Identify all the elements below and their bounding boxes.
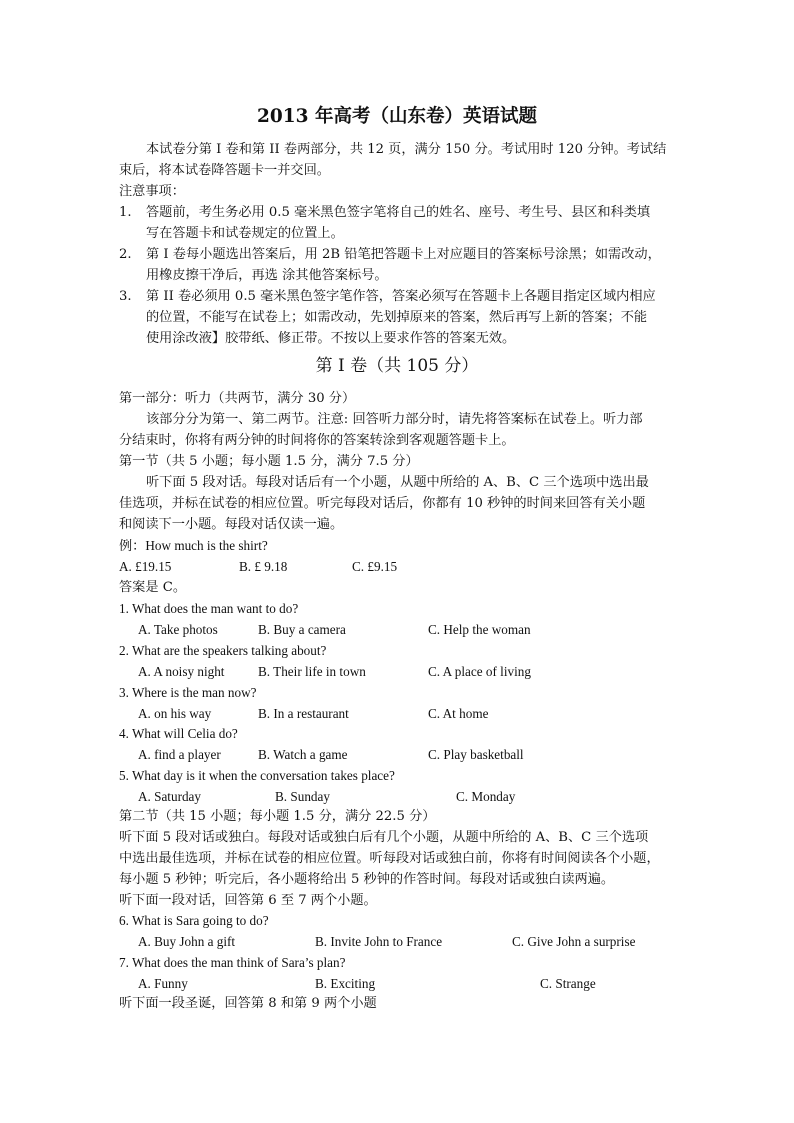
example-answer: 答案是 C。 xyxy=(119,580,187,595)
subsection-desc: 和阅读下一小题。每段对话仅读一遍。 xyxy=(119,517,344,532)
note-text: 第 I 卷每小题选出答案后，用 2B 铅笔把答题卡上对应题目的答案标号涂黑；如需改动， xyxy=(146,247,661,262)
subsection-heading: 第一节（共 5 小题；每小题 1.5 分，满分 7.5 分） xyxy=(119,454,419,469)
note-number: 1. xyxy=(119,205,132,220)
option-c: C. Give John a surprise xyxy=(512,934,636,949)
part-desc: 分结束时，你将有两分钟的时间将你的答案转涂到客观题答题卡上。 xyxy=(119,433,515,448)
question: 7. What does the man think of Sara’s plan? xyxy=(119,955,346,970)
note-number: 2. xyxy=(119,247,132,262)
group-instruction: 听下面一段对话，回答第 6 至 7 两个小题。 xyxy=(119,893,377,908)
note-text: 第 II 卷必须用 0.5 毫米黑色签字笔作答，答案必须写在答题卡上各题目指定区域内相应 xyxy=(146,289,656,304)
option-c: C. Play basketball xyxy=(428,747,524,762)
question: 2. What are the speakers talking about? xyxy=(119,643,327,658)
intro-line: 束后，将本试卷降答题卡一并交回。 xyxy=(119,163,330,178)
option-a: A. Take photos xyxy=(138,622,218,637)
example-option-c: C. £9.15 xyxy=(352,559,398,574)
subsection-desc: 佳选项，并标在试卷的相应位置。听完每段对话后，你都有 10 秒钟的时间来回答有关小题 xyxy=(119,496,646,511)
question: 5. What day is it when the conversation takes place? xyxy=(119,768,395,783)
question: 3. Where is the man now? xyxy=(119,685,257,700)
option-c: C. At home xyxy=(428,706,489,721)
option-c: C. Monday xyxy=(456,789,516,804)
option-c: C. Help the woman xyxy=(428,622,531,637)
note-text: 用橡皮擦干净后，再选 涂其他答案标号。 xyxy=(146,268,388,283)
option-a: A. find a player xyxy=(138,747,221,762)
question: 6. What is Sara going to do? xyxy=(119,913,269,928)
option-b: B. In a restaurant xyxy=(258,706,349,721)
option-a: A. Buy John a gift xyxy=(138,934,236,949)
group-instruction: 听下面一段圣诞，回答第 8 和第 9 两个小题 xyxy=(119,996,377,1011)
note-text: 使用涂改液】胶带纸、修正带。不按以上要求作答的答案无效。 xyxy=(146,331,516,346)
option-b: B. Exciting xyxy=(315,976,376,991)
option-b: B. Invite John to France xyxy=(315,934,443,949)
section-title: 第 I 卷（共 105 分） xyxy=(315,356,479,376)
subsection-desc: 中选出最佳选项，并标在试卷的相应位置。听每段对话或独白前，你将有时间阅读各个小题， xyxy=(119,851,660,866)
option-c: C. A place of living xyxy=(428,664,531,679)
intro-line: 本试卷分第 I 卷和第 II 卷两部分，共 12 页，满分 150 分。考试用时 120 分钟。考试结 xyxy=(146,142,667,157)
page-title: 2013 年高考（山东卷）英语试题 xyxy=(257,106,537,127)
example-option-b: B. £ 9.18 xyxy=(239,559,288,574)
note-text: 写在答题卡和试卷规定的位置上。 xyxy=(146,226,344,241)
option-a: A. on his way xyxy=(138,706,212,721)
question: 4. What will Celia do? xyxy=(119,726,238,741)
example-question: 例：How much is the shirt? xyxy=(119,538,268,553)
notes-heading: 注意事项： xyxy=(119,184,185,199)
subsection-heading: 第二节（共 15 小题；每小题 1.5 分，满分 22.5 分） xyxy=(119,809,436,824)
part-heading: 第一部分：听力（共两节，满分 30 分） xyxy=(119,391,356,406)
option-b: B. Watch a game xyxy=(258,747,348,762)
option-b: B. Their life in town xyxy=(258,664,366,679)
subsection-desc: 每小题 5 秒钟；听完后，各小题将给出 5 秒钟的作答时间。每段对话或独白读两遍。 xyxy=(119,872,615,887)
part-desc: 该部分分为第一、第二两节。注意: 回答听力部分时，请先将答案标在试卷上。听力部 xyxy=(146,412,643,427)
option-a: A. A noisy night xyxy=(138,664,225,679)
option-b: B. Buy a camera xyxy=(258,622,346,637)
subsection-desc: 听下面 5 段对话。每段对话后有一个小题，从题中所给的 A、B、C 三个选项中选出最 xyxy=(146,475,649,490)
question: 1. What does the man want to do? xyxy=(119,601,299,616)
note-text: 的位置，不能写在试卷上；如需改动，先划掉原来的答案，然后再写上新的答案；不能 xyxy=(146,310,648,325)
option-a: A. Funny xyxy=(138,976,188,991)
subsection-desc: 听下面 5 段对话或独白。每段对话或独白后有几个小题，从题中所给的 A、B、C 三个选项 xyxy=(119,830,649,845)
option-c: C. Strange xyxy=(540,976,596,991)
example-option-a: A. £19.15 xyxy=(119,559,172,574)
option-b: B. Sunday xyxy=(275,789,330,804)
option-a: A. Saturday xyxy=(138,789,201,804)
note-text: 答题前，考生务必用 0.5 毫米黑色签字笔将自己的姓名、座号、考生号、县区和科类填 xyxy=(146,205,651,220)
note-number: 3. xyxy=(119,289,132,304)
